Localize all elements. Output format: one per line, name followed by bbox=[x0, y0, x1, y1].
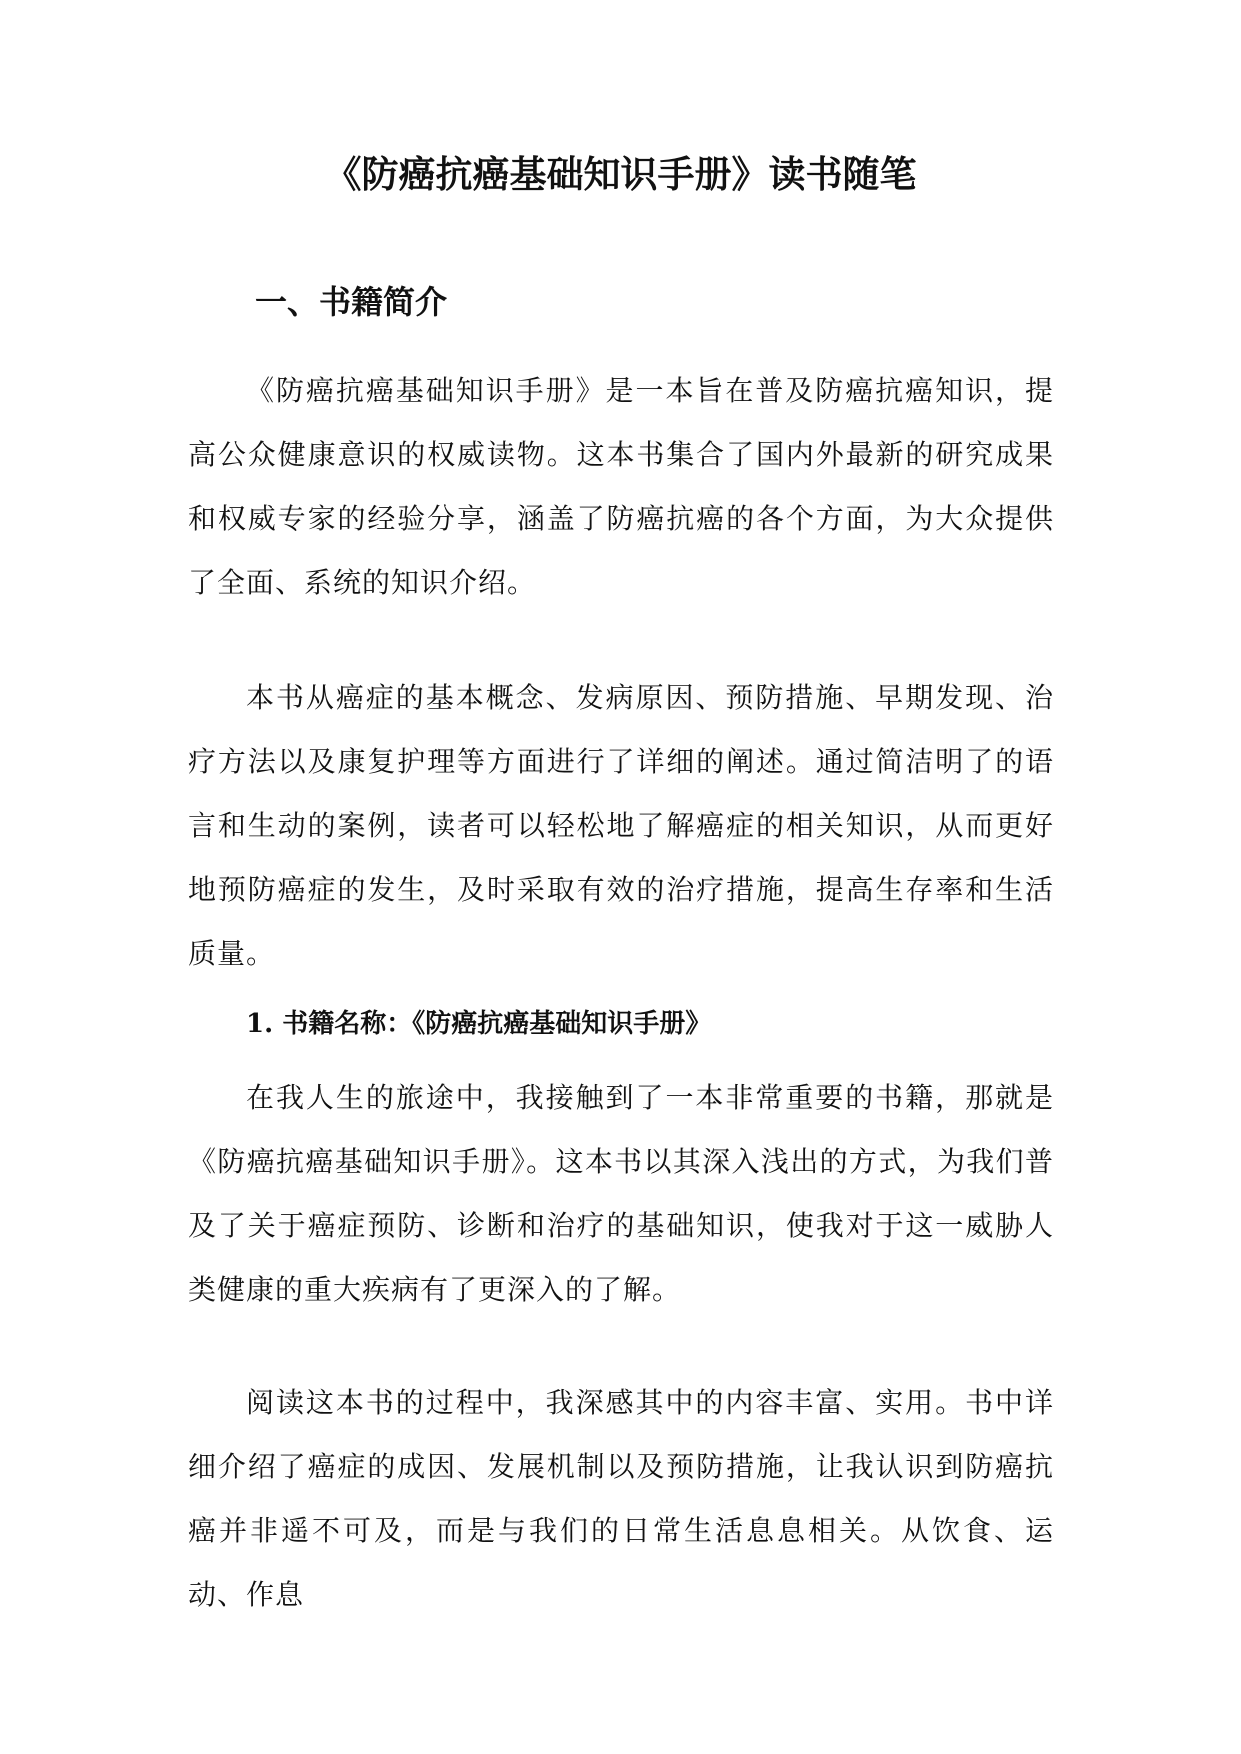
section-heading-book-intro: 一、书籍简介 bbox=[255, 283, 448, 321]
paragraph-sub-1: 在我人生的旅途中，我接触到了一本非常重要的书籍，那就是《防癌抗癌基础知识手册》。这本书以其深入浅出的方式，为我们普及了关于癌症预防、诊断和治疗的基础知识，使我对于这一威胁人类健康的重大疾病有了更深入的了解。 bbox=[188, 1081, 1054, 1306]
paragraph-sub-2: 阅读这本书的过程中，我深感其中的内容丰富、实用。书中详细介绍了癌症的成因、发展机制以及预防措施，让我认识到防癌抗癌并非遥不可及，而是与我们的日常生活息息相关。从饮食、运动、作息 bbox=[188, 1386, 1054, 1611]
document-title: 《防癌抗癌基础知识手册》读书随笔 bbox=[324, 152, 917, 196]
paragraph-intro-2: 本书从癌症的基本概念、发病原因、预防措施、早期发现、治疗方法以及康复护理等方面进行了详细的阐述。通过简洁明了的语言和生动的案例，读者可以轻松地了解癌症的相关知识，从而更好地预防癌症的发生，及时采取有效的治疗措施，提高生存率和生活质量。 bbox=[188, 681, 1054, 970]
subsection-heading-book-name: 1. 书籍名称：《防癌抗癌基础知识手册》 bbox=[246, 1009, 712, 1039]
paragraph-intro-1: 《防癌抗癌基础知识手册》是一本旨在普及防癌抗癌知识，提高公众健康意识的权威读物。这本书集合了国内外最新的研究成果和权威专家的经验分享，涵盖了防癌抗癌的各个方面，为大众提供了全面、系统的知识介绍。 bbox=[188, 374, 1054, 599]
